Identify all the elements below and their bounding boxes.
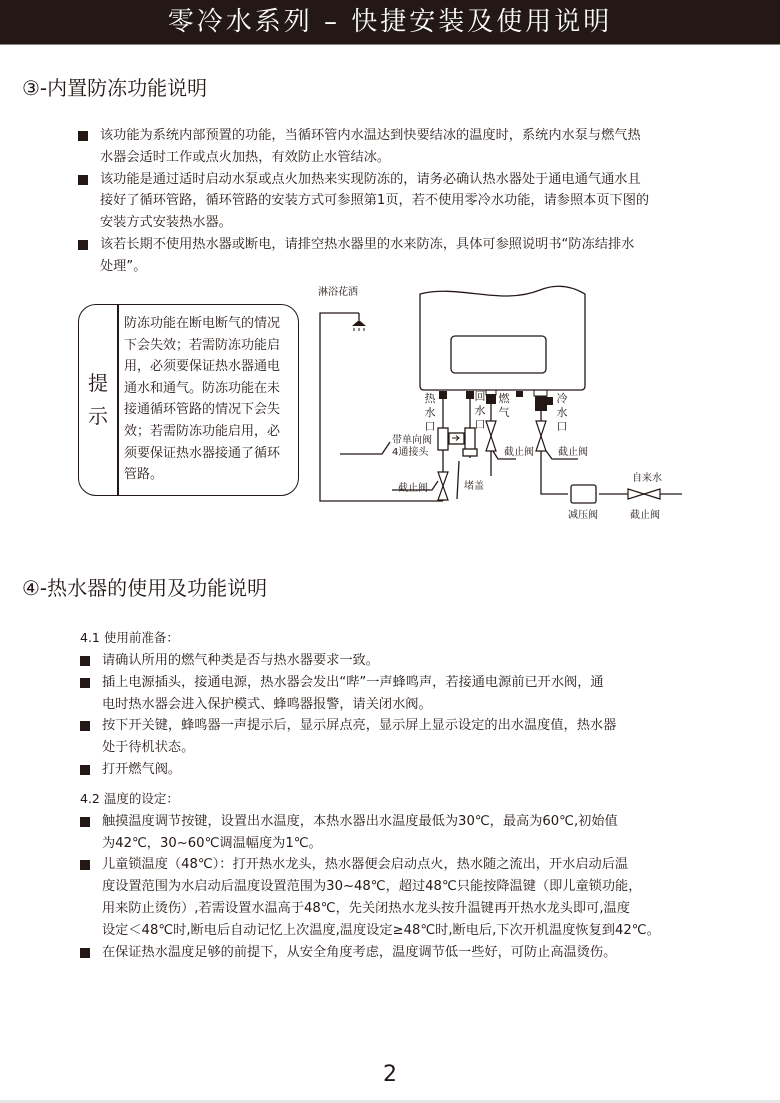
bullet-line: 电时热水器会进入保护模式、蜂鸣器报警，请关闭水阀。 — [102, 696, 432, 712]
tip-line: 效；若需防冻功能启用，必 — [124, 423, 281, 439]
cold-inlet-connector — [535, 396, 547, 411]
shower-head-icon — [352, 320, 366, 326]
bullet-line: 设定＜48℃时,断电后自动记忆上次温度,温度设定≥48℃时,断电后,下次开机温度恢复到42℃。 — [102, 922, 660, 938]
tip-divider — [117, 305, 119, 495]
bullet-square-icon — [80, 656, 90, 666]
label-char: 口 — [556, 420, 568, 433]
bullet-line: 水器会适时工作或点火加热，有效防止水管结冰。 — [100, 149, 391, 165]
label-char: 气 — [498, 406, 510, 419]
bullet-square-icon — [80, 817, 90, 827]
bullet-line: 打开燃气阀。 — [102, 761, 182, 777]
bullet-item — [78, 169, 703, 234]
tap-water-label: 自来水 — [632, 473, 662, 484]
tip-line: 接通循环管路的情况下会失 — [124, 402, 281, 418]
main-stop-valve-label: 截止阀 — [630, 510, 660, 521]
tip-box — [78, 304, 299, 496]
gas-label — [498, 392, 510, 420]
stop-valve-icon — [486, 421, 496, 451]
header-bar — [0, 0, 780, 45]
tip-line: 用，必须要保证热水器通电 — [124, 359, 281, 375]
bullet-item — [80, 759, 705, 781]
bullet-line: 在保证热水温度足够的前提下，从安全角度考虑，温度调节低一些好，可防止高温烫伤。 — [102, 944, 617, 960]
bullet-square-icon — [78, 131, 88, 141]
label-char: 回 — [474, 390, 486, 403]
heater-display-window — [451, 336, 546, 373]
bullet-line: 安装方式安装热水器。 — [100, 215, 232, 231]
bullet-item — [80, 942, 705, 964]
subsection-heading-4-2: 4.2 温度的设定： — [80, 790, 179, 806]
label-char: 口 — [474, 418, 486, 431]
hot-outlet-label — [424, 392, 436, 434]
installation-diagram — [310, 276, 700, 526]
tip-line: 防冻功能在断电断气的情况 — [124, 316, 281, 331]
tip-label-char: 提 — [88, 371, 108, 395]
bullet-line: 处于待机状态。 — [102, 740, 195, 756]
hot-outlet-connector — [439, 391, 447, 399]
page-title: 零冷水系列 – 快捷安装及使用说明 — [167, 7, 613, 37]
label-char: 口 — [424, 420, 436, 433]
gas-stop-valve-label: 截止阀 — [504, 447, 534, 458]
subsection-heading-4-1: 4.1 使用前准备： — [80, 630, 179, 645]
section-3-title: ③-内置防冻功能说明 — [22, 76, 208, 100]
bullet-line: 处理”。 — [100, 258, 147, 274]
bullet-line: 度设置范围为水启动后温度设置范围为30~48℃，超过48℃只能按降温键（即儿童锁功能， — [102, 879, 642, 895]
label-char: 热 — [424, 392, 436, 405]
pressure-reducer-label: 减压阀 — [568, 510, 598, 521]
bullet-line: 触摸温度调节按键，设置出水温度，本热水器出水温度最低为30℃，最高为60℃,初始值 — [102, 813, 618, 829]
tip-label — [79, 367, 117, 433]
bullet-item — [78, 234, 703, 278]
bullet-item — [80, 854, 705, 941]
tip-text — [124, 313, 296, 486]
label-char: 水 — [474, 404, 486, 417]
label-char: 水 — [556, 406, 568, 419]
water-heater-body — [420, 286, 585, 390]
return-inlet-label — [474, 390, 486, 432]
bullet-square-icon — [80, 860, 90, 870]
bullet-line: 按下开关键，蜂鸣器一声提示后，显示屏点亮，显示屏上显示设定的出水温度值，热水器 — [102, 718, 617, 734]
bullet-item — [80, 672, 705, 716]
bullet-line: 该功能是通过适时启动水泵或点火加热来实现防冻的，请务必确认热水器处于通电通气通水且 — [100, 171, 641, 187]
shower-label: 淋浴花洒 — [318, 287, 358, 298]
section-3-bullets — [78, 125, 703, 278]
bullet-line: 该功能为系统内部预置的功能，当循环管内水温达到快要结冰的温度时，系统内水泵与燃气热 — [100, 128, 641, 143]
bullet-line: 该若长期不使用热水器或断电，请排空热水器里的水来防冻，具体可参照说明书“防冻结排水 — [100, 236, 635, 252]
page-number: 2 — [383, 1062, 397, 1087]
bullet-square-icon — [78, 240, 88, 250]
plug-cap-label: 堵盖 — [464, 481, 484, 492]
tip-line: 下会失效；若需防冻功能启 — [124, 337, 281, 353]
section-4-content — [80, 626, 705, 963]
bullet-line: 儿童锁温度（48℃）：打开热水龙头，热水器便会启动点火，热水随之流出，开水启动后温 — [102, 857, 629, 873]
cold-stop-valve-label: 截止阀 — [558, 447, 588, 458]
bullet-line: 为42℃，30~60℃调温幅度为1℃。 — [102, 835, 322, 851]
label-char: 冷 — [556, 392, 568, 405]
bullet-item — [78, 125, 703, 169]
cold-inlet-label — [556, 392, 568, 434]
bullet-square-icon — [80, 678, 90, 688]
bullet-line: 用来防止烫伤）,若需设置水温高于48℃，先关闭热水龙头按升温键再开热水龙头即可,温度 — [102, 900, 630, 916]
bullet-item — [80, 650, 705, 672]
bullet-square-icon — [78, 175, 88, 185]
label-char: 燃 — [498, 392, 510, 405]
return-inlet-connector — [466, 391, 474, 399]
bullet-square-icon — [80, 721, 90, 731]
bullet-square-icon — [80, 948, 90, 958]
stop-valve-icon — [628, 489, 660, 499]
hot-stop-valve-label: 截止阀 — [398, 483, 428, 494]
bullet-item — [80, 811, 705, 855]
section-4-title: ④-热水器的使用及功能说明 — [22, 576, 268, 600]
bullet-square-icon — [80, 765, 90, 775]
tip-label-char: 示 — [88, 404, 108, 428]
tip-line: 须要保证热水器接通了循环 — [124, 445, 281, 461]
four-way-label-2: 4通接头 — [392, 447, 429, 458]
bullet-item — [80, 715, 705, 759]
four-way-label-1: 带单向阀 — [392, 435, 432, 446]
stop-valve-icon — [536, 421, 546, 451]
bullet-line: 接好了循环管路，循环管路的安装方式可参照第1页，若不使用零冷水功能，请参照本页下图的 — [100, 193, 650, 209]
tip-line: 通水和通气。防冻功能在未 — [124, 380, 281, 396]
label-char: 水 — [424, 406, 436, 419]
bullet-line: 请确认所用的燃气种类是否与热水器要求一致。 — [102, 653, 379, 668]
bullet-line: 插上电源插头，接通电源，热水器会发出“哔”一声蜂鸣声，若接通电源前已开水阀，通 — [102, 674, 604, 690]
pressure-reducer — [571, 485, 596, 503]
stop-valve-icon — [438, 472, 448, 500]
tip-line: 管路。 — [124, 467, 164, 483]
